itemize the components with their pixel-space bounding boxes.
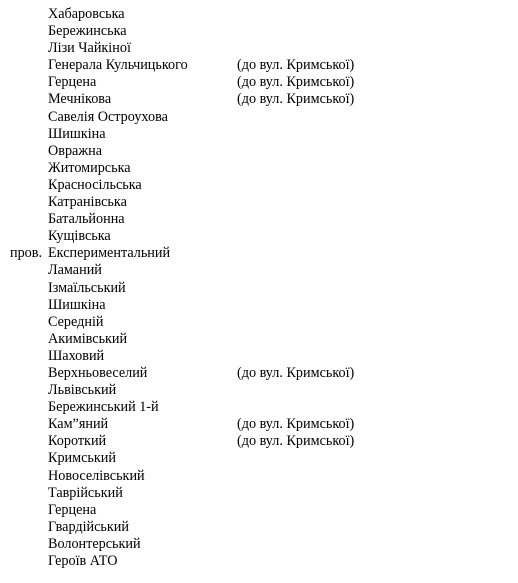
street-name: Савелія Остроухова	[48, 108, 168, 125]
street-list	[0, 6, 518, 570]
street-row	[0, 468, 518, 485]
street-name: Експериментальний	[48, 245, 171, 262]
street-name: Ізмаїльський	[48, 279, 126, 296]
street-name: Гвардійський	[48, 518, 129, 535]
street-name: Житомирська	[48, 159, 131, 176]
street-name: Кримський	[48, 450, 116, 467]
street-row	[0, 160, 518, 177]
street-row	[0, 57, 518, 74]
street-row	[0, 40, 518, 57]
street-name: Овражна	[48, 142, 103, 159]
street-row	[0, 262, 518, 279]
street-range-note: (до вул. Кримської)	[237, 433, 355, 450]
street-name: Середній	[48, 313, 104, 330]
street-name: Кам”яний	[48, 416, 109, 433]
street-row	[0, 399, 518, 416]
street-row	[0, 74, 518, 91]
street-name: Мечнікова	[48, 91, 112, 108]
street-row	[0, 109, 518, 126]
street-name: Бережинська	[48, 23, 127, 40]
street-row	[0, 194, 518, 211]
street-row	[0, 143, 518, 160]
street-range-note: (до вул. Кримської)	[237, 74, 355, 91]
street-row	[0, 297, 518, 314]
street-row	[0, 280, 518, 297]
street-row	[0, 450, 518, 467]
street-name: Короткий	[48, 433, 107, 450]
street-row	[0, 177, 518, 194]
street-type-prefix: пров.	[10, 245, 43, 262]
street-name: Герцена	[48, 501, 97, 518]
street-name: Батальйонна	[48, 211, 125, 228]
street-row	[0, 382, 518, 399]
street-range-note: (до вул. Кримської)	[237, 57, 355, 74]
street-name: Верхньовеселий	[48, 364, 148, 381]
street-name: Львівський	[48, 382, 117, 399]
street-name: Волонтерський	[48, 535, 141, 552]
street-row	[0, 245, 518, 262]
street-name: Кущівська	[48, 228, 111, 245]
street-name: Бережинський 1-й	[48, 399, 159, 416]
street-name: Шаховий	[48, 347, 105, 364]
street-row	[0, 228, 518, 245]
street-row	[0, 314, 518, 331]
street-row	[0, 553, 518, 570]
street-row	[0, 536, 518, 553]
street-name: Новоселівський	[48, 467, 145, 484]
street-range-note: (до вул. Кримської)	[237, 91, 355, 108]
street-range-note: (до вул. Кримської)	[237, 416, 355, 433]
street-name: Героїв АТО	[48, 553, 118, 569]
street-row	[0, 365, 518, 382]
street-row	[0, 211, 518, 228]
street-row	[0, 519, 518, 536]
street-row	[0, 91, 518, 108]
street-row	[0, 331, 518, 348]
street-name: Шишкіна	[48, 125, 106, 142]
street-name: Хабаровська	[48, 6, 125, 22]
street-name: Акимівський	[48, 330, 128, 347]
street-name: Катранівська	[48, 194, 127, 211]
street-name: Ламаний	[48, 262, 102, 279]
street-row	[0, 6, 518, 23]
street-name: Шишкіна	[48, 296, 106, 313]
street-row	[0, 416, 518, 433]
street-name: Генерала Кульчицького	[48, 57, 188, 74]
street-row	[0, 348, 518, 365]
street-name: Таврійський	[48, 484, 123, 501]
street-name: Герцена	[48, 74, 97, 91]
street-row	[0, 485, 518, 502]
street-range-note: (до вул. Кримської)	[237, 364, 355, 381]
street-row	[0, 126, 518, 143]
street-row	[0, 23, 518, 40]
street-row	[0, 502, 518, 519]
street-name: Лізи Чайкіної	[48, 40, 131, 57]
street-row	[0, 433, 518, 450]
street-name: Красносільська	[48, 176, 142, 193]
